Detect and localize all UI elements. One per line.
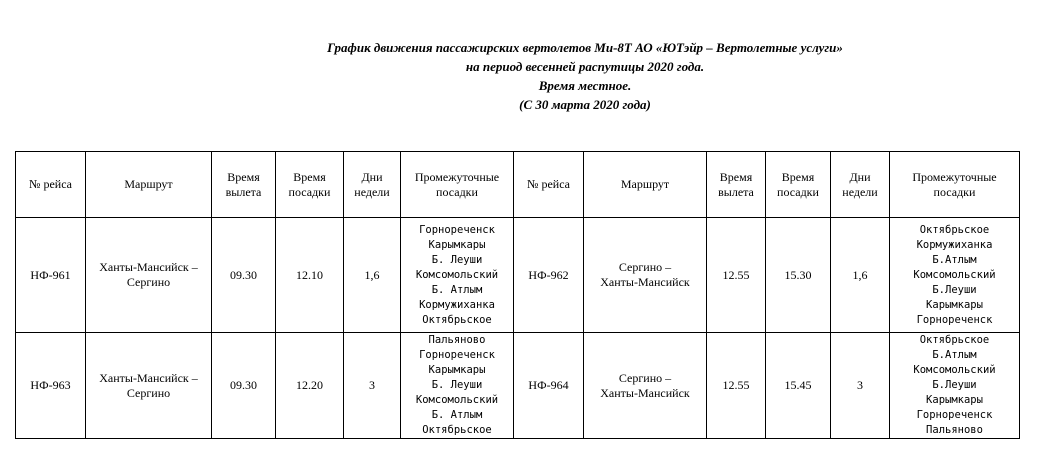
stop: Карымкары [926, 298, 983, 311]
flight-number: НФ-964 [514, 333, 584, 439]
departure-time: 09.30 [212, 333, 276, 439]
col-days-b: Дни недели [831, 152, 890, 218]
arrival-time: 12.20 [276, 333, 344, 439]
route: Ханты-Мансийск – Сергино [86, 333, 212, 439]
stop: Карымкары [428, 238, 486, 251]
flight-number: НФ-962 [514, 218, 584, 333]
flight-number: НФ-961 [16, 218, 86, 333]
days-of-week: 1,6 [344, 218, 401, 333]
route: Сергино – Ханты-Мансийск [584, 333, 707, 439]
stop: Карымкары [428, 364, 486, 376]
stop: Комсомольский [913, 268, 996, 281]
col-arrive-a: Время посадки [276, 152, 344, 218]
col-route-a: Маршрут [86, 152, 212, 218]
table-row [16, 218, 1020, 333]
arrival-time: 15.45 [766, 333, 831, 439]
route: Сергино – Ханты-Мансийск [584, 218, 707, 333]
stop: Горнореченск [419, 223, 495, 236]
stop: Б.Леуши [932, 379, 977, 391]
col-depart-b: Время вылета [707, 152, 766, 218]
days-of-week: 1,6 [831, 218, 890, 333]
col-flight-a: № рейса [16, 152, 86, 218]
stop: Горнореченск [916, 409, 993, 421]
intermediate-stops [401, 218, 514, 333]
stop: Б. Леуши [431, 379, 483, 391]
days-of-week: 3 [344, 333, 401, 439]
departure-time: 12.55 [707, 333, 766, 439]
col-flight-b: № рейса [514, 152, 584, 218]
stop: Пальяново [926, 424, 983, 436]
schedule-table [15, 151, 1020, 439]
departure-time: 09.30 [212, 218, 276, 333]
header-period: на период весенней распутицы 2020 года. [465, 59, 705, 74]
stop: Октябрьское [919, 334, 990, 346]
stop: Б.Леуши [932, 283, 977, 296]
intermediate-stops [401, 333, 514, 439]
stop: Кормужиханка [419, 298, 495, 311]
col-days-a: Дни недели [344, 152, 401, 218]
flight-number: НФ-963 [16, 333, 86, 439]
stop: Б. Атлым [431, 409, 483, 421]
stop: Октябрьское [422, 313, 492, 326]
header-row [16, 152, 1020, 218]
stop: Карымкары [926, 394, 983, 406]
stop: Комсомольский [415, 268, 499, 281]
route: Ханты-Мансийск – Сергино [86, 218, 212, 333]
stop: Пальяново [428, 334, 486, 346]
stop: Б.Атлым [932, 253, 977, 266]
col-route-b: Маршрут [584, 152, 707, 218]
header-title: График движения пассажирских вертолетов Ми-8Т АО «ЮТэйр – Вертолетные услуги» [327, 40, 843, 55]
col-depart-a: Время вылета [212, 152, 276, 218]
days-of-week: 3 [831, 333, 890, 439]
stop: Октябрьское [919, 223, 990, 236]
intermediate-stops [890, 218, 1020, 333]
col-stops-a: Промежуточные посадки [401, 152, 514, 218]
header-start-date: (С 30 марта 2020 года) [519, 97, 651, 112]
col-stops-b: Промежуточные посадки [890, 152, 1020, 218]
stop: Комсомольский [415, 394, 499, 406]
table-row [16, 333, 1020, 439]
stop: Октябрьское [422, 424, 492, 436]
departure-time: 12.55 [707, 218, 766, 333]
intermediate-stops [890, 333, 1020, 439]
stop: Б. Леуши [431, 253, 483, 266]
stop: Б.Атлым [932, 349, 977, 361]
stop: Комсомольский [913, 364, 996, 376]
stop: Б. Атлым [431, 283, 483, 296]
col-arrive-b: Время посадки [766, 152, 831, 218]
stop: Кормужиханка [916, 238, 993, 251]
stop: Горнореченск [419, 349, 495, 361]
stop: Горнореченск [916, 313, 993, 326]
arrival-time: 15.30 [766, 218, 831, 333]
arrival-time: 12.10 [276, 218, 344, 333]
document-header [0, 38, 1039, 114]
header-time-note: Время местное. [538, 78, 632, 93]
